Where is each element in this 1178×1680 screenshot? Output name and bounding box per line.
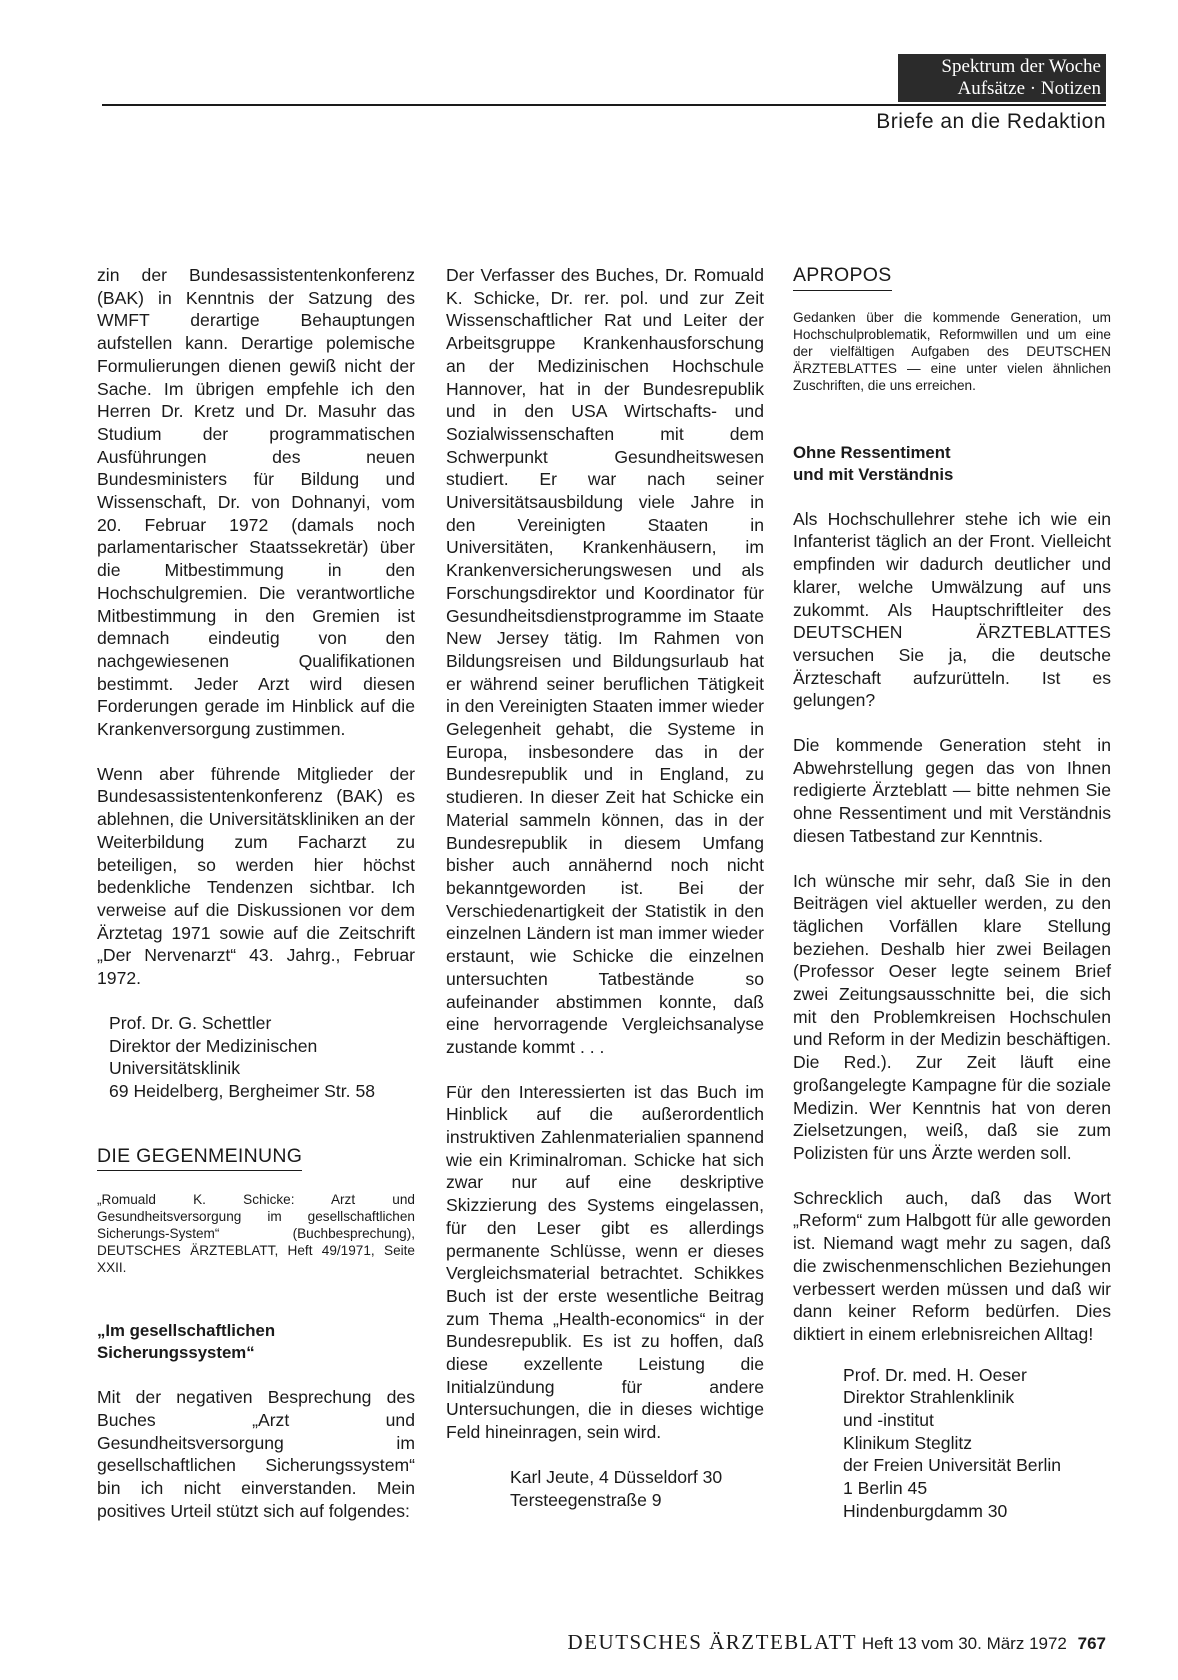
paragraph: Der Verfasser des Buches, Dr. Romuald K. Schicke, Dr. rer. pol. und zur Zeit Wissenschaftlicher Rat und Leiter der Arbeitsgruppe Krankenhausforschung an der Medizinischen Hochschule Hannover, hat in der Bundesrepublik und in den USA Wirtschafts- und Sozialwissenschaften mit dem Schwerpunkt Gesundheitswesen studiert. Er war nach seiner Universitätsausbildung viele Jahre in den Vereinigten Staaten in Universitäten, Krankenhäusern, im Krankenversicherungswesen und als Forschungsdirektor und Koordinator für Gesundheitsdienstprogramme im Staate New Jersey tätig. Im Rahmen von Bildungsreisen und Bildungsurlaub hat er während seiner beruflichen Tätigkeit in den Vereinigten Staaten immer wieder Gelegenheit gehabt, die Systeme in Europa, insbesondere das in der Bundesrepublik und in England, zu studieren. In dieser Zeit hat Schicke ein Material sammeln können, das in der Bundesrepublik in diesem Umfang bisher auch annähernd noch nicht bekanntgeworden ist. Bei der Verschiedenartigkeit der Statistik in den einzelnen Ländern ist man immer wieder erstaunt, wie Schicke die einzelnen untersuchten Tatbestände so aufeinander abstimmen konnte, daß eine hervorragende Vergleichsanalyse zustande kommt . . . <box>446 265 764 1057</box>
paragraph: Als Hochschullehrer stehe ich wie ein Infanterist täglich an der Front. Vielleicht empfinden wir dadurch deutlicher und klarer, welche Umwälzung auf uns zukommt. Als Hauptschriftleiter des DEUTSCHEN ÄRZTEBLATTES versuchen Sie ja, die deutsche Ärzteschaft aufzurütteln. Ist es gelungen? <box>793 508 1111 711</box>
magazine-name: DEUTSCHES ÄRZTEBLATT <box>567 1630 858 1654</box>
signature-line: 69 Heidelberg, Bergheimer Str. 58 <box>109 1080 376 1101</box>
signature-line: Tersteegenstraße 9 <box>510 1489 662 1510</box>
subheading <box>793 442 1111 486</box>
signature-line: und -institut <box>843 1410 934 1431</box>
signature-line: Prof. Dr. med. H. Oeser <box>843 1364 1027 1385</box>
badge-line-2: Aufsätze · Notizen <box>957 78 1101 99</box>
subheading <box>97 1320 415 1364</box>
signature-line: Direktor der Medizinischen <box>109 1035 318 1056</box>
signature-line: der Freien Universität Berlin <box>843 1455 1062 1476</box>
paragraph: Ich wünsche mir sehr, daß Sie in den Beiträgen viel aktueller werden, zu den täglichen Vorfällen klare Stellung beziehen. Deshalb hier zwei Beilagen (Professor Oeser legte seinem Brief zwei Zeitungsausschnitte bei, die sich mit den Problemkreisen Hochschulen und Reform in der Medizin beschäftigen. Die Red.). Zur Zeit läuft eine großangelegte Kampagne für die soziale Medizin. Wer Kenntnis hat von deren Zielsetzungen, weiß, daß sie zum Polizisten für uns Ärzte werden soll. <box>793 870 1111 1163</box>
signature-line: Direktor Strahlenklinik <box>843 1387 1015 1408</box>
article-intro: Gedanken über die kommende Generation, um Hochschulproblematik, Reformwillen und um eine der vielfältigen Aufgaben des DEUTSCHEN ÄRZTEBLATTES — eine unter vielen ähnlichen Zuschriften, die uns erreichen. <box>793 309 1111 393</box>
section-heading: APROPOS <box>793 264 892 291</box>
section-title: Briefe an die Redaktion <box>876 110 1106 133</box>
paragraph: Schrecklich auch, daß das Wort „Reform“ zum Halbgott für alle geworden ist. Niemand wagt mehr zu sagen, daß die zwischenmenschlichen Beziehungen verbessert werden müssen und daß wir dann keiner Reform bedürfen. Dies diktiert in einem erlebnisreichen Alltag! <box>793 1187 1111 1344</box>
issue-info: Heft 13 vom 30. März 1972 <box>861 1634 1067 1653</box>
signature-block <box>97 1012 415 1103</box>
article-intro: „Romuald K. Schicke: Arzt und Gesundheitsversorgung im gesellschaftlichen Sicherungs-System“ (Buchbesprechung), DEUTSCHES ÄRZTEBLATT, Heft 49/1971, Seite XXII. <box>97 1192 415 1276</box>
column-1 <box>97 264 415 1523</box>
page-footer <box>450 1630 1106 1655</box>
header-rule <box>102 104 1106 106</box>
column-3 <box>793 264 1111 1523</box>
signature-line: Klinikum Steglitz <box>843 1432 973 1453</box>
signature-line: 1 Berlin 45 <box>843 1478 928 1499</box>
paragraph: Die kommende Generation steht in Abwehrstellung gegen das von Ihnen redigierte Ärzteblatt — bitte nehmen Sie ohne Ressentiment und mit Verständnis diesen Tatbestand zur Kenntnis. <box>793 735 1111 846</box>
paragraph: Mit der negativen Besprechung des Buches „Arzt und Gesundheitsversorgung im gesellschaftlichen Sicherungssystem“ bin ich nicht einverstanden. Mein positives Urteil stützt sich auf folgendes: <box>97 1387 415 1521</box>
signature-line: Prof. Dr. G. Schettler <box>109 1012 272 1033</box>
signature-line: Universitätsklinik <box>109 1058 241 1079</box>
paragraph: Wenn aber führende Mitglieder der Bundesassistentenkonferenz (BAK) es ablehnen, die Universitätskliniken an der Weiterbildung zum Facharzt zu beteiligen, so werden hier höchst bedenkliche Tendenzen sichtbar. Ich verweise auf die Diskussionen vor dem Ärztetag 1971 sowie auf die Zeitschrift „Der Nervenarzt“ 43. Jahrg., Februar 1972. <box>97 763 415 989</box>
subheading-line: „Im gesellschaftlichen <box>97 1321 276 1341</box>
subheading-line: Ohne Ressentiment <box>793 442 951 462</box>
paragraph: Für den Interessierten ist das Buch im Hinblick auf die außerordentlich instruktiven Zahlenmaterialien spannend wie ein Kriminalroman. Schicke hat sich zwar nur auf eine deskriptive Skizzierung des Systems eingelassen, für den Leser gibt es allerdings permanente Schlüsse, wenn er dieses Vergleichsmaterial betrachtet. Schikkes Buch ist der erste wesentliche Beitrag zum Thema „Health-economics“ in der Bundesrepublik. Es ist zu hoffen, daß diese exzellente Leistung die Initialzündung für andere Untersuchungen, die in dieses wichtige Feld hineinragen, sein wird. <box>446 1081 764 1443</box>
signature-line: Hindenburgdamm 30 <box>843 1500 1008 1521</box>
paragraph: zin der Bundesassistentenkonferenz (BAK) in Kenntnis der Satzung des WMFT derartige Behauptungen aufstellen kann. Derartige polemische Formulierungen dienen gewiß nicht der Sache. Im übrigen empfehle ich den Herren Dr. Kretz und Dr. Masuhr das Studium der programmatischen Ausführungen des neuen Bundesministers für Bildung und Wissenschaft, Dr. von Dohnanyi, vom 20. Februar 1972 (damals noch parlamentarischer Staatssekretär) über die Mitbestimmung in den Hochschulgremien. Die verantwortliche Mitbestimmung in den Gremien ist demnach eindeutig von den nachgewiesenen Qualifikationen bestimmt. Jeder Arzt wird diesen Forderungen gerade im Hinblick auf die Krankenversorgung zustimmen. <box>97 265 415 740</box>
section-heading: DIE GEGENMEINUNG <box>97 1145 302 1172</box>
subheading-line: und mit Verständnis <box>793 464 954 484</box>
signature-block <box>793 1364 1111 1523</box>
section-badge <box>898 54 1106 102</box>
subheading-line: Sicherungssystem“ <box>97 1343 255 1363</box>
signature-line: Karl Jeute, 4 Düsseldorf 30 <box>510 1466 723 1487</box>
page-number: 767 <box>1077 1634 1106 1653</box>
badge-line-1: Spektrum der Woche <box>941 56 1101 77</box>
column-2 <box>446 264 764 1511</box>
signature-block <box>446 1466 764 1511</box>
